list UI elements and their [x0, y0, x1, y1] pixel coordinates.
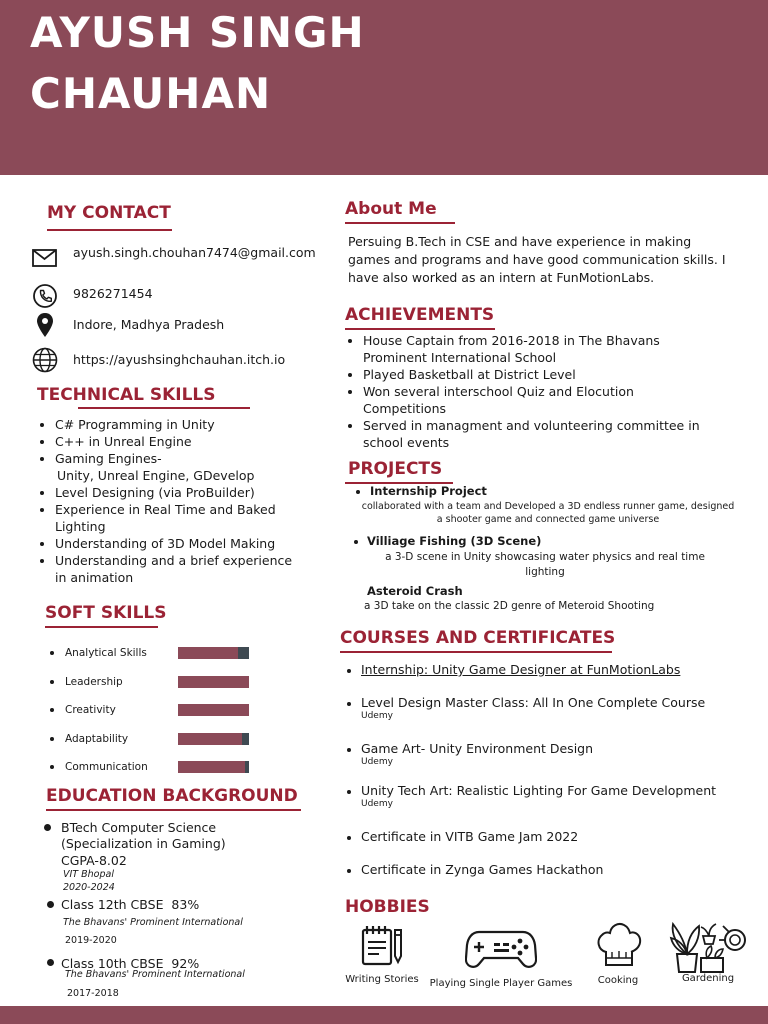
- achievements-rule: [345, 328, 495, 330]
- bullet: [354, 540, 358, 544]
- skill-text: Gaming Engines-: [55, 451, 162, 466]
- bullet: [50, 765, 54, 769]
- course-provider: Udemy: [361, 799, 393, 809]
- skill-level-bar: [178, 647, 249, 659]
- contact-phone[interactable]: 9826271454: [73, 286, 153, 301]
- list-item: Played Basketball at District Level: [345, 366, 715, 383]
- courses-heading: COURSES AND CERTIFICATES: [340, 628, 616, 648]
- mail-icon: [32, 245, 58, 271]
- soft-skill-row: [48, 646, 258, 662]
- project-title: Villiage Fishing (3D Scene): [367, 534, 542, 548]
- skill-level-bar: [178, 761, 249, 773]
- contact-website-row: [32, 347, 312, 373]
- soft-skill-row: [48, 675, 258, 691]
- edu-years: 2017-2018: [67, 988, 119, 999]
- hobby-item: [666, 916, 750, 985]
- footer-bar: [0, 1006, 768, 1024]
- technical-skills-heading: TECHNICAL SKILLS: [37, 385, 216, 405]
- list-item: Understanding of 3D Model Making: [37, 535, 302, 552]
- candidate-name: AYUSH SINGH CHAUHAN: [30, 8, 365, 118]
- education-heading: EDUCATION BACKGROUND: [46, 786, 298, 806]
- list-item: C# Programming in Unity: [37, 416, 302, 433]
- bullet: [50, 737, 54, 741]
- soft-skill-row: [48, 732, 258, 748]
- course-title[interactable]: Internship: Unity Game Designer at FunMotionLabs: [345, 662, 745, 678]
- skill-level-fill: [178, 733, 242, 745]
- edu-title: Class 12th CBSE 83%: [61, 897, 200, 912]
- course-title: Certificate in Zynga Games Hackathon: [345, 862, 745, 878]
- hobby-label: Cooking: [597, 975, 639, 986]
- soft-skills-heading: SOFT SKILLS: [45, 603, 167, 623]
- bullet: [47, 901, 54, 908]
- projects-heading: PROJECTS: [348, 459, 443, 479]
- gamepad-icon: [465, 926, 537, 972]
- contact-location-row: [32, 312, 312, 338]
- contact-website[interactable]: https://ayushsinghchauhan.itch.io: [73, 352, 286, 367]
- engines-detail: Unity, Unreal Engine, GDevelop: [57, 468, 255, 483]
- bullet: [50, 651, 54, 655]
- chef-hat-icon: [592, 918, 644, 970]
- achievements-heading: ACHIEVEMENTS: [345, 305, 495, 325]
- course-item: [345, 662, 745, 678]
- bullet: [50, 680, 54, 684]
- course-item: [345, 829, 745, 845]
- hobby-label: Gardening: [681, 973, 735, 984]
- soft-skill-label: Creativity: [65, 704, 116, 716]
- list-item: Level Designing (via ProBuilder): [37, 484, 302, 501]
- bullet: [47, 959, 54, 966]
- hobby-label: Playing Single Player Games: [429, 978, 573, 989]
- about-rule: [345, 222, 455, 224]
- edu-title: Class 10th CBSE 92%: [61, 956, 200, 971]
- soft-skill-label: Adaptability: [65, 733, 129, 745]
- skill-level-fill: [178, 676, 249, 688]
- contact-email-row: [32, 245, 316, 271]
- list-item: [37, 450, 302, 484]
- bullet: [44, 824, 51, 831]
- course-title: Certificate in VITB Game Jam 2022: [345, 829, 745, 845]
- project-desc: a 3D take on the classic 2D genre of Meteroid Shooting: [364, 600, 655, 612]
- education-rule: [46, 809, 301, 811]
- course-provider: Udemy: [361, 757, 393, 767]
- course-item: [345, 862, 745, 878]
- technical-skills-list: [37, 416, 302, 586]
- globe-icon: [32, 347, 58, 373]
- plants-icon: [667, 916, 749, 974]
- achievements-list: [345, 332, 715, 451]
- edu-grade: CGPA-8.02: [61, 853, 127, 868]
- hobby-item: [590, 918, 646, 987]
- contact-email[interactable]: ayush.singh.chouhan7474@gmail.com: [73, 245, 316, 260]
- course-title: Game Art- Unity Environment Design: [345, 741, 745, 757]
- list-item: House Captain from 2016-2018 in The Bhavans Prominent International School: [345, 332, 715, 366]
- contact-heading-rule: [47, 229, 172, 231]
- skill-level-bar: [178, 733, 249, 745]
- edu-institution: The Bhavans' Prominent International: [63, 917, 243, 928]
- project-desc: collaborated with a team and Developed a 3D endless runner game, designed a shooter game and connected game universe: [361, 501, 735, 525]
- list-item: Won several interschool Quiz and Elocution Competitions: [345, 383, 715, 417]
- course-item: [345, 695, 745, 722]
- contact-phone-row: [32, 283, 312, 309]
- edu-institution: The Bhavans' Prominent International: [65, 969, 245, 980]
- about-text: Persuing B.Tech in CSE and have experience in making games and programs and have good communication skills. I have also worked as an intern at FunMotionLabs.: [348, 234, 726, 285]
- soft-skills-rule: [45, 626, 158, 628]
- phone-icon: [32, 283, 58, 309]
- soft-skill-label: Leadership: [65, 676, 123, 688]
- courses-rule: [340, 651, 612, 653]
- project-title: Internship Project: [370, 484, 487, 498]
- edu-institution: VIT Bhopal: [63, 869, 114, 880]
- contact-location: Indore, Madhya Pradesh: [73, 317, 225, 332]
- contact-heading: MY CONTACT: [47, 203, 171, 223]
- hobby-label: Writing Stories: [345, 974, 419, 985]
- soft-skill-label: Communication: [65, 761, 148, 773]
- about-heading: About Me: [345, 199, 437, 219]
- project-desc: a 3-D scene in Unity showcasing water physics and real time lighting: [385, 551, 705, 578]
- list-item: Understanding and a brief experience in animation: [37, 552, 302, 586]
- course-title: Unity Tech Art: Realistic Lighting For Game Development: [345, 783, 745, 799]
- list-item: C++ in Unreal Engine: [37, 433, 302, 450]
- skill-level-fill: [178, 761, 245, 773]
- edu-years: 2020-2024: [63, 882, 115, 893]
- soft-skill-row: [48, 760, 258, 776]
- edu-years: 2019-2020: [65, 935, 117, 946]
- course-item: [345, 741, 745, 768]
- project-title: Asteroid Crash: [367, 584, 463, 598]
- hobby-item: [428, 926, 574, 990]
- soft-skill-row: [48, 703, 258, 719]
- list-item: Served in managment and volunteering committee in school events: [345, 417, 715, 451]
- bullet: [356, 490, 360, 494]
- edu-title: BTech Computer Science (Specialization in Gaming): [61, 820, 226, 851]
- location-pin-icon: [32, 312, 58, 338]
- skill-level-fill: [178, 647, 238, 659]
- list-item: Experience in Real Time and Baked Lighting: [37, 501, 302, 535]
- technical-skills-rule: [78, 407, 250, 409]
- skill-level-fill: [178, 704, 249, 716]
- skill-level-bar: [178, 704, 249, 716]
- skill-level-bar: [178, 676, 249, 688]
- notepad-pencil-icon: [357, 924, 407, 970]
- course-provider: Udemy: [361, 711, 393, 721]
- bullet: [50, 708, 54, 712]
- course-title: Level Design Master Class: All In One Complete Course: [345, 695, 745, 711]
- course-item: [345, 783, 745, 810]
- soft-skill-label: Analytical Skills: [65, 647, 147, 659]
- hobby-item: [340, 924, 424, 986]
- hobbies-heading: HOBBIES: [345, 897, 430, 917]
